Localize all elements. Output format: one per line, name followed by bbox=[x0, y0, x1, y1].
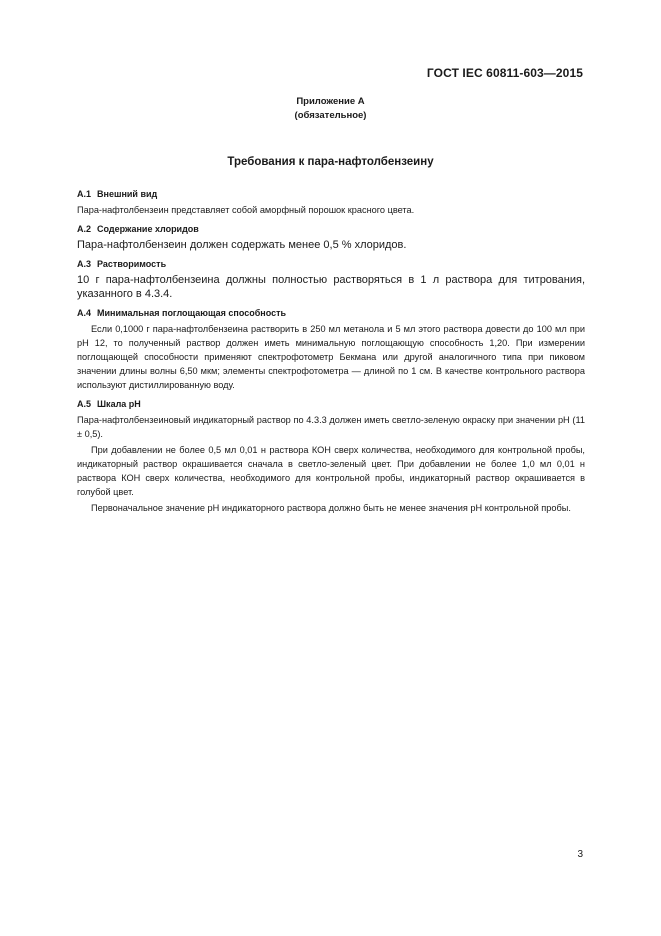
section-heading-a1 bbox=[77, 188, 585, 200]
section-number: А.4 bbox=[77, 308, 92, 318]
section-title: Шкала рН bbox=[97, 399, 141, 409]
section-heading-a2 bbox=[77, 223, 585, 235]
standard-code: ГОСТ IEC 60811-603—2015 bbox=[426, 66, 583, 80]
section-heading-a5 bbox=[77, 398, 585, 410]
section-number: А.5 bbox=[77, 399, 92, 409]
section-text-a5-p1: Пара-нафтолбензеиновый индикаторный раствор по 4.3.3 должен иметь светло-зеленую окраску при значении рН (11 ± 0,5). bbox=[77, 415, 585, 439]
section-title: Минимальная поглощающая способность bbox=[97, 308, 287, 318]
section-text-a5-p2: При добавлении не более 0,5 мл 0,01 н раствора КОН сверх количества, необходимого для контрольной пробы, индикаторный раствор окрашивается сначала в светло-зеленый цвет. При добавлении не более 1,0 мл 0,01 н раствора КОН сверх количества, необходимого для контрольной пробы, индикаторный раствор окрашивается в голубой цвет. bbox=[77, 445, 585, 497]
section-number: А.2 bbox=[77, 224, 92, 234]
section-number: А.3 bbox=[77, 259, 92, 269]
section-text-a3: 10 г пара-нафтолбензеина должны полностью растворяться в 1 л раствора для титрования, указанного в 4.3.4. bbox=[77, 274, 585, 300]
appendix-title: Приложение А bbox=[296, 96, 365, 107]
section-text-a2: Пара-нафтолбензеин должен содержать менее 0,5 % хлоридов. bbox=[77, 239, 407, 251]
appendix-status: (обязательное) bbox=[294, 110, 367, 121]
section-heading-a4 bbox=[77, 307, 585, 319]
page-number: 3 bbox=[577, 849, 583, 860]
section-text-a1: Пара-нафтолбензеин представляет собой аморфный порошок красного цвета. bbox=[77, 205, 415, 215]
document-body bbox=[77, 188, 585, 515]
section-title: Растворимость bbox=[97, 259, 167, 269]
section-text-a5-p3: Первоначальное значение рН индикаторного раствора должно быть не менее значения рН контрольной пробы. bbox=[91, 503, 571, 513]
section-number: А.1 bbox=[77, 189, 92, 199]
document-title: Требования к пара-нафтолбензеину bbox=[227, 156, 434, 168]
section-title: Внешний вид bbox=[97, 189, 158, 199]
section-heading-a3 bbox=[77, 258, 585, 270]
section-title: Содержание хлоридов bbox=[97, 224, 199, 234]
section-text-a4: Если 0,1000 г пара-нафтолбензеина растворить в 250 мл метанола и 5 мл этого раствора довести до 100 мл при рН 12, то полученный раствор должен иметь минимальную поглощающую способность 1,20. При измерении поглощающей способности применяют спектрофотометр Бекмана или другой аналогичного типа при пиковом значении длины волны 6,50 мкм; элементы спектрофотометра — длиной по 1 см. В качестве контрольного раствора используют дистиллированную воду. bbox=[77, 324, 585, 390]
